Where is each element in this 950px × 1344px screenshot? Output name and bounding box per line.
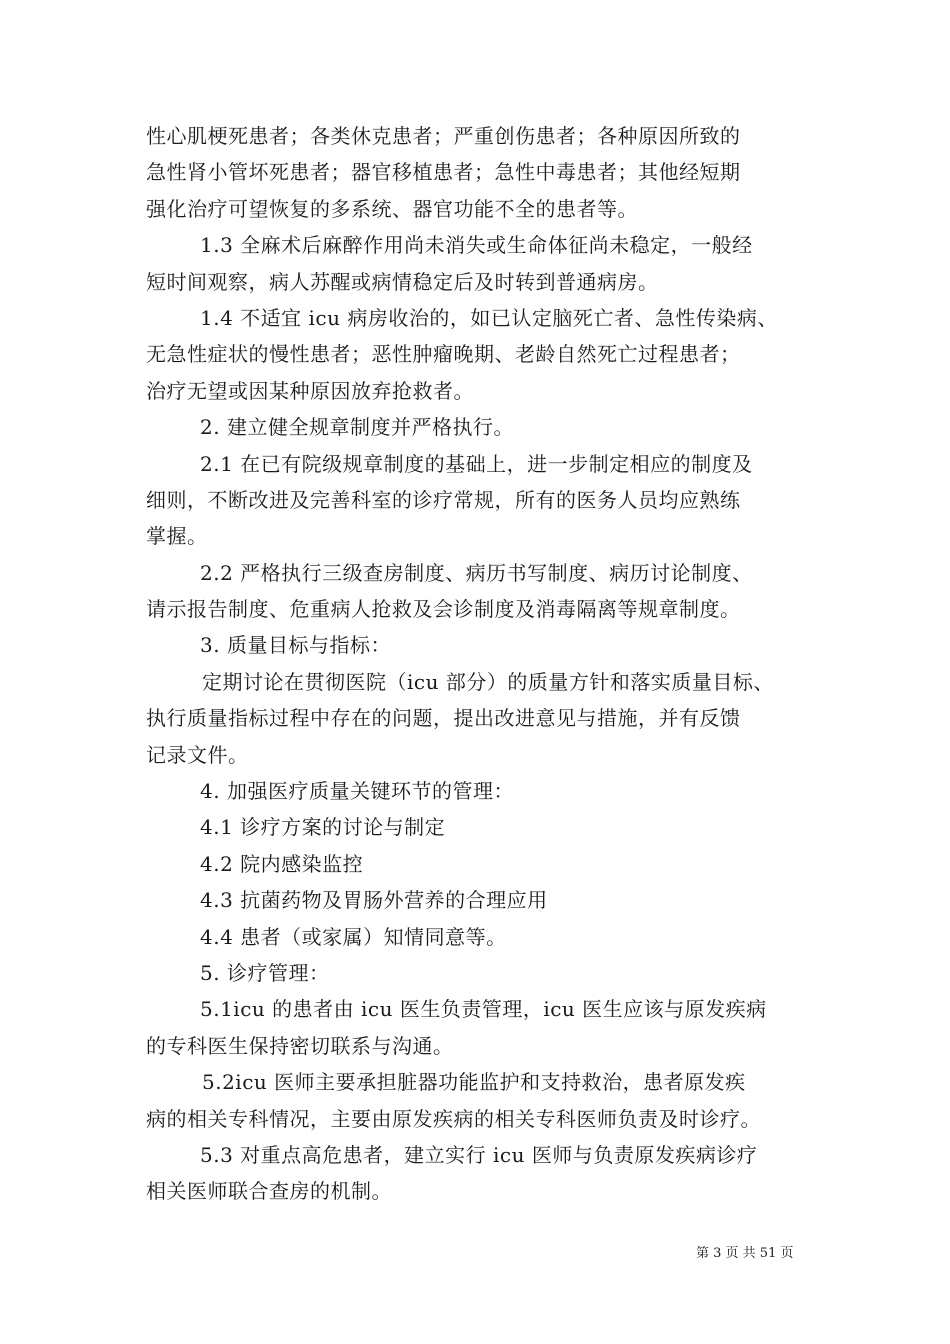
text-line: 性心肌梗死患者；各类休克患者；严重创伤患者；各种原因所致的	[146, 124, 741, 148]
page-number-footer: 第 3 页 共 51 页	[696, 1246, 794, 1261]
text-line: 5.2icu 医师主要承担脏器功能监护和支持救治，患者原发疾	[202, 1070, 746, 1095]
text-line: 4.2 院内感染监控	[200, 851, 364, 876]
text-line: 病的相关专科情况，主要由原发疾病的相关专科医师负责及时诊疗。	[146, 1106, 761, 1131]
text-line: 5. 诊疗管理：	[200, 960, 330, 985]
text-line: 细则，不断改进及完善科室的诊疗常规，所有的医务人员均应熟练	[146, 487, 741, 512]
text-line: 强化治疗可望恢复的多系统、器官功能不全的患者等。	[146, 196, 638, 221]
text-line: 5.1icu 的患者由 icu 医生负责管理，icu 医生应该与原发疾病	[200, 997, 767, 1022]
text-line: 无急性症状的慢性患者；恶性肿瘤晚期、老龄自然死亡过程患者；	[146, 342, 741, 367]
text-line: 请示报告制度、危重病人抢救及会诊制度及消毒隔离等规章制度。	[146, 597, 741, 622]
text-line: 相关医师联合查房的机制。	[146, 1179, 392, 1204]
text-line: 2.1 在已有院级规章制度的基础上，进一步制定相应的制度及	[200, 451, 753, 476]
document-body	[146, 118, 816, 1210]
text-line: 3. 质量目标与指标：	[200, 633, 391, 658]
text-line: 4.1 诊疗方案的讨论与制定	[200, 815, 446, 840]
text-line: 5.3 对重点高危患者，建立实行 icu 医师与负责原发疾病诊疗	[200, 1142, 758, 1167]
text-line: 2.2 严格执行三级查房制度、病历书写制度、病历讨论制度、	[200, 560, 753, 585]
text-line: 2. 建立健全规章制度并严格执行。	[200, 415, 514, 440]
text-line: 4. 加强医疗质量关键环节的管理：	[200, 779, 514, 804]
text-line: 1.3 全麻术后麻醉作用尚未消失或生命体征尚未稳定，一般经	[200, 233, 753, 258]
text-line: 记录文件。	[146, 742, 249, 767]
text-line: 4.3 抗菌药物及胃肠外营养的合理应用	[200, 888, 548, 913]
text-line: 急性肾小管坏死患者；器官移植患者；急性中毒患者；其他经短期	[146, 160, 741, 185]
text-line: 1.4 不适宜 icu 病房收治的，如已认定脑死亡者、急性传染病、	[200, 305, 778, 330]
text-line: 执行质量指标过程中存在的问题，提出改进意见与措施，并有反馈	[146, 706, 741, 731]
text-line: 定期讨论在贯彻医院（icu 部分）的质量方针和落实质量目标、	[202, 669, 774, 694]
text-line: 治疗无望或因某种原因放弃抢救者。	[146, 378, 474, 403]
text-line: 的专科医生保持密切联系与沟通。	[146, 1033, 454, 1058]
text-line: 短时间观察，病人苏醒或病情稳定后及时转到普通病房。	[146, 269, 659, 294]
text-line: 4.4 患者（或家属）知情同意等。	[200, 924, 507, 949]
text-line: 掌握。	[146, 524, 208, 549]
